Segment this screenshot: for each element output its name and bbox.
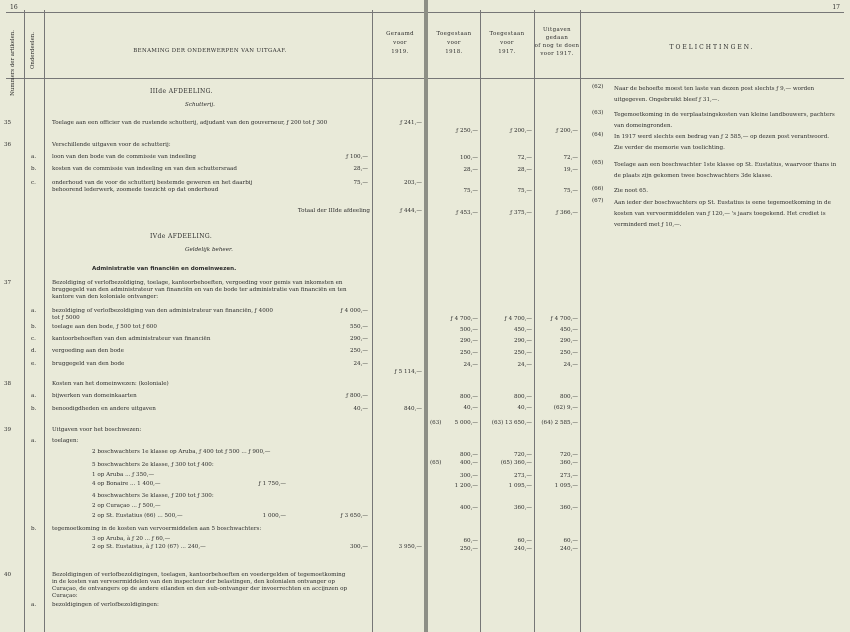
- item-description: Kosten van het domeinwezen: (koloniale): [52, 381, 169, 387]
- item-description: kantoorbehoeften van den administrateur van financiën: [52, 336, 211, 342]
- allowed-1917: (65) 360,—: [500, 460, 532, 466]
- amount: 24,—: [353, 361, 368, 367]
- header-toegestaan-1918: Toegestaan voor 1918.: [436, 31, 472, 55]
- allowed-1917: 75,—: [517, 188, 532, 194]
- header-top-rule: [6, 12, 424, 13]
- item-description: loon van den bode van de commissie van indeeling: [52, 154, 196, 160]
- note-reference: (65): [430, 460, 442, 466]
- header-benaming: BENAMING DER ONDERWERPEN VAN UITGAAF.: [133, 48, 287, 54]
- item-description: bijwerken van domeinkaarten: [52, 393, 137, 399]
- subtotal-amount: 1 000,—: [262, 513, 286, 519]
- expenditure-1917: 75,—: [563, 188, 578, 194]
- allowed-1918: ƒ 4 700,—: [450, 316, 478, 322]
- article-number: 37: [4, 280, 12, 286]
- header-top-rule: [428, 12, 844, 13]
- allowed-1917: 450,—: [513, 327, 532, 333]
- item-description: Geldelijk beheer.: [185, 247, 233, 253]
- header-geraamd: Geraamd voor 1919.: [386, 31, 414, 55]
- item-description: Schutterij.: [185, 102, 215, 108]
- allowed-1918: 28,—: [463, 167, 478, 173]
- expenditure-1917: 360,—: [559, 505, 578, 511]
- header-toegestaan-1917: Toegestaan voor 1917.: [489, 31, 525, 55]
- amount: 550,—: [349, 324, 368, 330]
- item-description: 2 op St. Eustatius (66) ... 500,—: [92, 513, 183, 519]
- expenditure-1917: 24,—: [563, 362, 578, 368]
- note-text: Naar de behoefte moest ten laste van dezen post slechts ƒ 9,— worden uitgegeven. Ongebruikt bleef ƒ 31,—.: [614, 86, 815, 103]
- allowed-1917: 250,—: [513, 350, 532, 356]
- note-text: Zie noot 65.: [614, 188, 649, 194]
- note-text: Toelage aan een boschwachter 1ste klasse op St. Eustatius, waarvoor thans in de plaats zijn gekomen twee boschwachters 3de klasse.: [614, 162, 837, 179]
- item-description: 2 boschwachters 1e klasse op Aruba, ƒ 400 tot ƒ 500 ... ƒ 900,—: [92, 449, 271, 455]
- allowed-1918: 250,—: [459, 350, 478, 356]
- amount: ƒ 3 650,—: [340, 513, 368, 519]
- article-total: 840,—: [403, 406, 422, 412]
- item-description: toelagen:: [52, 438, 79, 444]
- expenditure-1917: ƒ 200,—: [556, 128, 578, 134]
- allowed-1917: ƒ 375,—: [510, 210, 532, 216]
- note-number: (63): [592, 110, 604, 116]
- column-rule: [24, 10, 25, 632]
- allowed-1918: 100,—: [459, 155, 478, 161]
- allowed-1918: 75,—: [463, 188, 478, 194]
- amount: 28,—: [353, 166, 368, 172]
- right-page-number: 17: [832, 4, 840, 11]
- article-total: 3 950,—: [398, 544, 422, 550]
- item-description: benoodigdheden en andere uitgaven: [52, 406, 156, 412]
- amount: ƒ 4 000,—: [340, 308, 368, 314]
- expenditure-1917: (64) 2 585,—: [541, 420, 578, 426]
- amount: 300,—: [349, 544, 368, 550]
- item-description: 3 op Aruba, à ƒ 20 ... ƒ 60,—: [92, 536, 171, 542]
- allowed-1918: 250,—: [459, 546, 478, 552]
- allowed-1917: 290,—: [513, 338, 532, 344]
- header-toelichtingen: TOELICHTINGEN.: [669, 44, 755, 51]
- subitem-letter: a.: [31, 393, 37, 399]
- expenditure-1917: (62) 9,—: [553, 405, 578, 411]
- left-page-number: 16: [10, 4, 18, 11]
- note-number: (62): [592, 84, 604, 90]
- article-total: ƒ 241,—: [400, 120, 422, 126]
- item-description: bezoldigingen of verlofbezoldigingen:: [52, 602, 159, 608]
- header-bottom-rule: [6, 78, 424, 79]
- item-description: Toelage aan een officier van de rustende schutterij, adjudant van den gouverneur, ƒ 200 tot ƒ 300: [52, 120, 328, 126]
- item-description: Bezoldiging of verlofbezoldiging, toelage, kantoorbehoeften, vergoeding voor gemis van inkomsten en bruggegeld van den administrateur van financiën en van de bode ter administratie van financiën en ten kantore van den koloniale ontvanger:: [52, 280, 347, 300]
- column-rule: [44, 10, 45, 632]
- item-description: Uitgaven voor het boschwezen:: [52, 427, 142, 433]
- note-number: (67): [592, 198, 604, 204]
- article-total: 203,—: [403, 180, 422, 186]
- note-text: Tegemoetkoming in de verplaatsingskosten van kleine landbouwers, pachters van domeingronden.: [614, 112, 835, 129]
- subitem-letter: b.: [31, 526, 37, 532]
- amount: ƒ 100,—: [346, 154, 368, 160]
- subitem-letter: a.: [31, 602, 37, 608]
- allowed-1918: 5 000,—: [454, 420, 478, 426]
- allowed-1917: 800,—: [513, 394, 532, 400]
- header-bottom-rule: [428, 78, 844, 79]
- allowed-1917: 60,—: [517, 538, 532, 544]
- allowed-1918: 1 200,—: [454, 483, 478, 489]
- allowed-1917: 72,—: [517, 155, 532, 161]
- article-total: ƒ 444,—: [400, 208, 422, 214]
- item-description: vergoeding aan den bode: [52, 348, 124, 354]
- expenditure-1917: 450,—: [559, 327, 578, 333]
- allowed-1918: ƒ 453,—: [456, 210, 478, 216]
- allowed-1917: 273,—: [513, 473, 532, 479]
- allowed-1917: 720,—: [513, 452, 532, 458]
- item-description: Bezoldigingen of verlofbezoldigingen, toelagen, kantoorbehoeften en voedergelden of tegemoetkoming in de kosten van vervoermiddelen van den inspecteur der belastingen, den kolonialen ontvanger op Curaçao, de ontvangers op de andere eilanden en den sub-ontvanger der invoerrechten en accijnzen op Curaçao:: [52, 572, 348, 599]
- allowed-1918: 400,—: [459, 460, 478, 466]
- allowed-1917: 40,—: [517, 405, 532, 411]
- note-text: In 1917 werd slechts een bedrag van ƒ 2 585,— op dezen post verantwoord. Zie verder de memorie van toelichting.: [614, 134, 830, 151]
- article-number: 40: [4, 572, 12, 578]
- item-description: Administratie van financiën en domeinwezen.: [92, 266, 237, 272]
- subtotal-amount: ƒ 1 750,—: [258, 481, 286, 487]
- amount: 40,—: [353, 406, 368, 412]
- allowed-1918: 40,—: [463, 405, 478, 411]
- subitem-letter: c.: [31, 336, 36, 342]
- expenditure-1917: 60,—: [563, 538, 578, 544]
- item-description: 2 op Curaçao ... ƒ 500,—: [92, 503, 161, 509]
- allowed-1917: ƒ 200,—: [510, 128, 532, 134]
- item-description: 2 op St. Eustatius, à ƒ 120 (67) ... 240,—: [92, 544, 206, 550]
- allowed-1918: 24,—: [463, 362, 478, 368]
- item-description: 4 boschwachters 3e klasse, ƒ 200 tot ƒ 300:: [92, 493, 214, 499]
- article-number: 39: [4, 427, 12, 433]
- expenditure-1917: 1 095,—: [554, 483, 578, 489]
- item-description: onderhoud van de voor de schutterij bestemde geweren en het daarbij behoorend lederwerk, zoomede toezicht op dat onderhoud: [52, 180, 253, 193]
- article-total: ƒ 5 114,—: [394, 369, 422, 375]
- expenditure-1917: 19,—: [563, 167, 578, 173]
- allowed-1918: 300,—: [459, 473, 478, 479]
- subitem-letter: a.: [31, 438, 37, 444]
- allowed-1918: 400,—: [459, 505, 478, 511]
- item-description: Verschillende uitgaven voor de schutterij:: [52, 142, 171, 148]
- amount: 290,—: [349, 336, 368, 342]
- header-onderdeelen: Onderdeelen.: [30, 32, 36, 70]
- item-description: bezoldiging of verlofbezoldiging van den administrateur van financiën, ƒ 4000 tot ƒ 5000: [52, 308, 273, 321]
- subitem-letter: a.: [31, 308, 37, 314]
- item-description: kosten van de commissie van indeeling en van den schuttersraad: [52, 166, 237, 172]
- note-number: (64): [592, 132, 604, 138]
- subitem-letter: b.: [31, 324, 37, 330]
- subitem-letter: b.: [31, 166, 37, 172]
- expenditure-1917: 273,—: [559, 473, 578, 479]
- item-description: toelage aan den bode, ƒ 500 tot ƒ 600: [52, 324, 157, 330]
- item-description: 1 op Aruba ... ƒ 350,—: [92, 472, 155, 478]
- allowed-1918: ƒ 250,—: [456, 128, 478, 134]
- note-text: Aan ieder der boschwachters op St. Eustatius is eene tegemoetkoming in de kosten van vervoermiddelen van ƒ 120,— 's jaars toegekend. Het crediet is verminderd met ƒ 10,—.: [614, 200, 831, 228]
- allowed-1917: (63) 13 650,—: [491, 420, 532, 426]
- subitem-letter: a.: [31, 154, 37, 160]
- expenditure-1917: 72,—: [563, 155, 578, 161]
- item-description: Totaal der IIIde afdeeling: [297, 208, 370, 214]
- expenditure-1917: 360,—: [559, 460, 578, 466]
- note-number: (66): [592, 186, 604, 192]
- subitem-letter: d.: [31, 348, 37, 354]
- amount: 75,—: [353, 180, 368, 186]
- expenditure-1917: ƒ 4 700,—: [550, 316, 578, 322]
- allowed-1918: 800,—: [459, 394, 478, 400]
- header-nummers: Nummers der artikelen.: [10, 30, 16, 96]
- subitem-letter: c.: [31, 180, 36, 186]
- allowed-1917: 24,—: [517, 362, 532, 368]
- article-number: 35: [4, 120, 12, 126]
- header-uitgaven: Uitgaven gedaan of nog te doen voor 1917.: [534, 27, 580, 57]
- allowed-1917: 28,—: [517, 167, 532, 173]
- subitem-letter: e.: [31, 361, 37, 367]
- left-page: [0, 0, 424, 632]
- allowed-1917: ƒ 4 700,—: [504, 316, 532, 322]
- allowed-1917: 1 095,—: [508, 483, 532, 489]
- expenditure-1917: 800,—: [559, 394, 578, 400]
- allowed-1917: 360,—: [513, 505, 532, 511]
- item-description: IVde AFDEELING.: [150, 233, 213, 240]
- allowed-1918: 290,—: [459, 338, 478, 344]
- amount: ƒ 800,—: [346, 393, 368, 399]
- article-number: 38: [4, 381, 12, 387]
- item-description: IIIde AFDEELING.: [150, 88, 213, 95]
- item-description: bruggegeld van den bode: [52, 361, 125, 367]
- expenditure-1917: ƒ 366,—: [556, 210, 578, 216]
- note-number: (65): [592, 160, 604, 166]
- subitem-letter: b.: [31, 406, 37, 412]
- note-reference: (63): [430, 420, 442, 426]
- allowed-1918: 800,—: [459, 452, 478, 458]
- allowed-1918: 60,—: [463, 538, 478, 544]
- expenditure-1917: 720,—: [559, 452, 578, 458]
- item-description: 4 op Bonaire ... 1 400,—: [92, 481, 161, 487]
- item-description: 5 boschwachters 2e klasse, ƒ 300 tot ƒ 400:: [92, 462, 214, 468]
- column-rule: [580, 10, 581, 632]
- amount: 250,—: [349, 348, 368, 354]
- article-number: 36: [4, 142, 12, 148]
- expenditure-1917: 240,—: [559, 546, 578, 552]
- allowed-1917: 240,—: [513, 546, 532, 552]
- expenditure-1917: 290,—: [559, 338, 578, 344]
- right-page: [428, 0, 850, 632]
- item-description: tegemoetkoming in de kosten van vervoermiddelen aan 5 boschwachters:: [52, 526, 262, 532]
- expenditure-1917: 250,—: [559, 350, 578, 356]
- allowed-1918: 500,—: [459, 327, 478, 333]
